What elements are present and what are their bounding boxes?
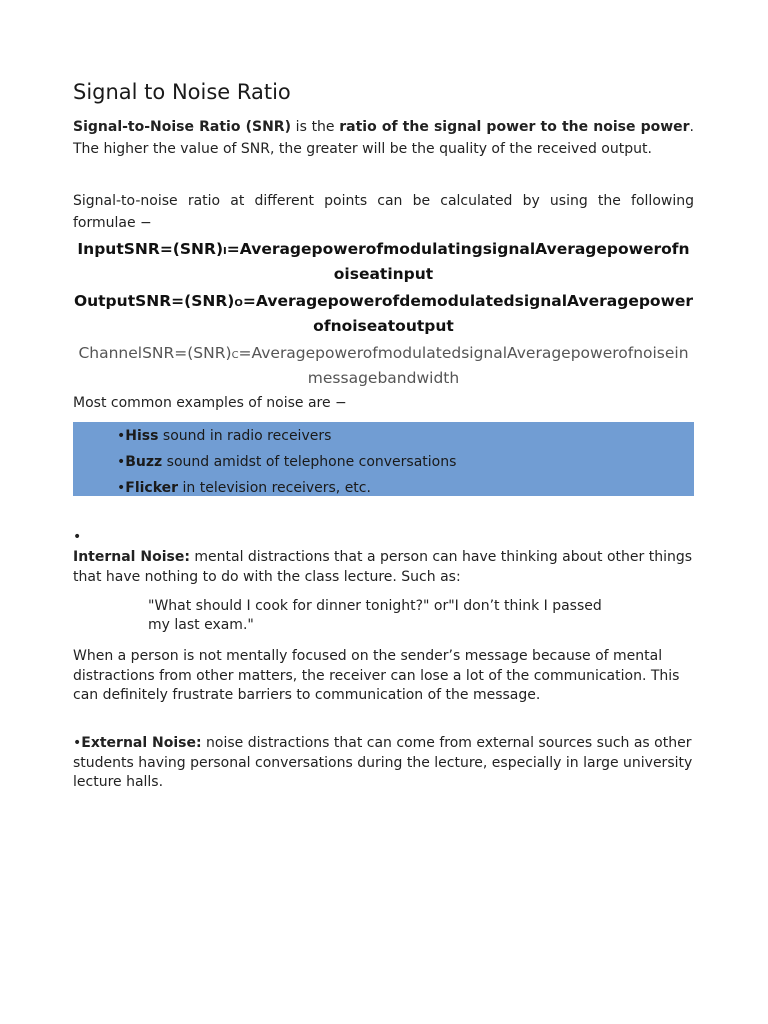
output-snr-formula xyxy=(73,290,694,337)
channel-snr-expression: =AveragepowerofmodulatedsignalAveragepowerofnoiseinmessagebandwidth xyxy=(238,344,689,387)
noise-example-term: Flicker xyxy=(125,480,179,496)
bullet-glyph: • xyxy=(117,454,126,470)
external-noise-text: noise distractions that can come from external sources such as other students having personal conversations during the lecture, especially in large university lecture halls. xyxy=(73,735,693,790)
formulae-intro-paragraph: Signal-to-noise ratio at different points can be calculated by using the following formulae − xyxy=(73,193,694,231)
noise-example-term: Buzz xyxy=(125,454,163,470)
channel-snr-prefix: ChannelSNR=(SNR) xyxy=(78,344,232,362)
mental-focus-paragraph: When a person is not mentally focused on the sender’s message because of mental distractions from other matters, the receiver can lose a lot of the communication. This can definitely frustrate barriers to communication of the message. xyxy=(73,648,680,703)
page-title: Signal to Noise Ratio xyxy=(73,80,291,104)
bullet-glyph: • xyxy=(73,735,82,751)
noise-example-text: sound amidst of telephone conversations xyxy=(162,454,457,470)
internal-noise-term: Internal Noise: xyxy=(73,549,190,565)
noise-example-text: sound in radio receivers xyxy=(158,428,332,444)
internal-noise-text: mental distractions that a person can have thinking about other things that have nothing to do with the class lecture. Such as: xyxy=(73,549,693,585)
snr-definition-rest: . The higher the value of SNR, the greater will be the quality of the received output. xyxy=(73,119,694,157)
noise-example-item xyxy=(117,452,456,472)
output-snr-subscript: O xyxy=(234,298,243,309)
snr-definition: ratio of the signal power to the noise power xyxy=(339,119,690,135)
snr-definition-paragraph xyxy=(73,116,694,160)
channel-snr-formula xyxy=(73,342,694,389)
output-snr-prefix: OutputSNR=(SNR) xyxy=(73,292,235,310)
external-noise-term: External Noise: xyxy=(81,735,202,751)
noise-example-text: in television receivers, etc. xyxy=(178,480,371,496)
bullet-glyph: • xyxy=(117,480,126,496)
input-snr-subscript: I xyxy=(223,246,227,257)
noise-example-item xyxy=(117,478,371,498)
bullet-glyph: • xyxy=(73,529,82,545)
noise-examples-box xyxy=(73,422,694,496)
input-snr-expression: =AveragepowerofmodulatingsignalAveragepowerofnoiseatinput xyxy=(226,240,690,283)
input-snr-formula xyxy=(73,238,694,285)
input-snr-prefix: InputSNR=(SNR) xyxy=(77,240,224,258)
noise-example-item xyxy=(117,426,331,446)
examples-intro-paragraph: Most common examples of noise are − xyxy=(73,395,347,411)
internal-noise-paragraph xyxy=(73,548,698,587)
output-snr-expression: =AveragepowerofdemodulatedsignalAveragepowerofnoiseatoutput xyxy=(242,292,694,335)
channel-snr-subscript: C xyxy=(231,350,239,361)
noise-example-term: Hiss xyxy=(125,428,159,444)
snr-is-the: is the xyxy=(290,119,340,135)
example-thoughts-quote: "What should I cook for dinner tonight?" or"I don’t think I passed my last exam." xyxy=(148,598,602,633)
snr-term: Signal-to-Noise Ratio (SNR) xyxy=(73,119,291,135)
external-noise-paragraph xyxy=(73,734,698,793)
bullet-glyph: • xyxy=(117,428,126,444)
